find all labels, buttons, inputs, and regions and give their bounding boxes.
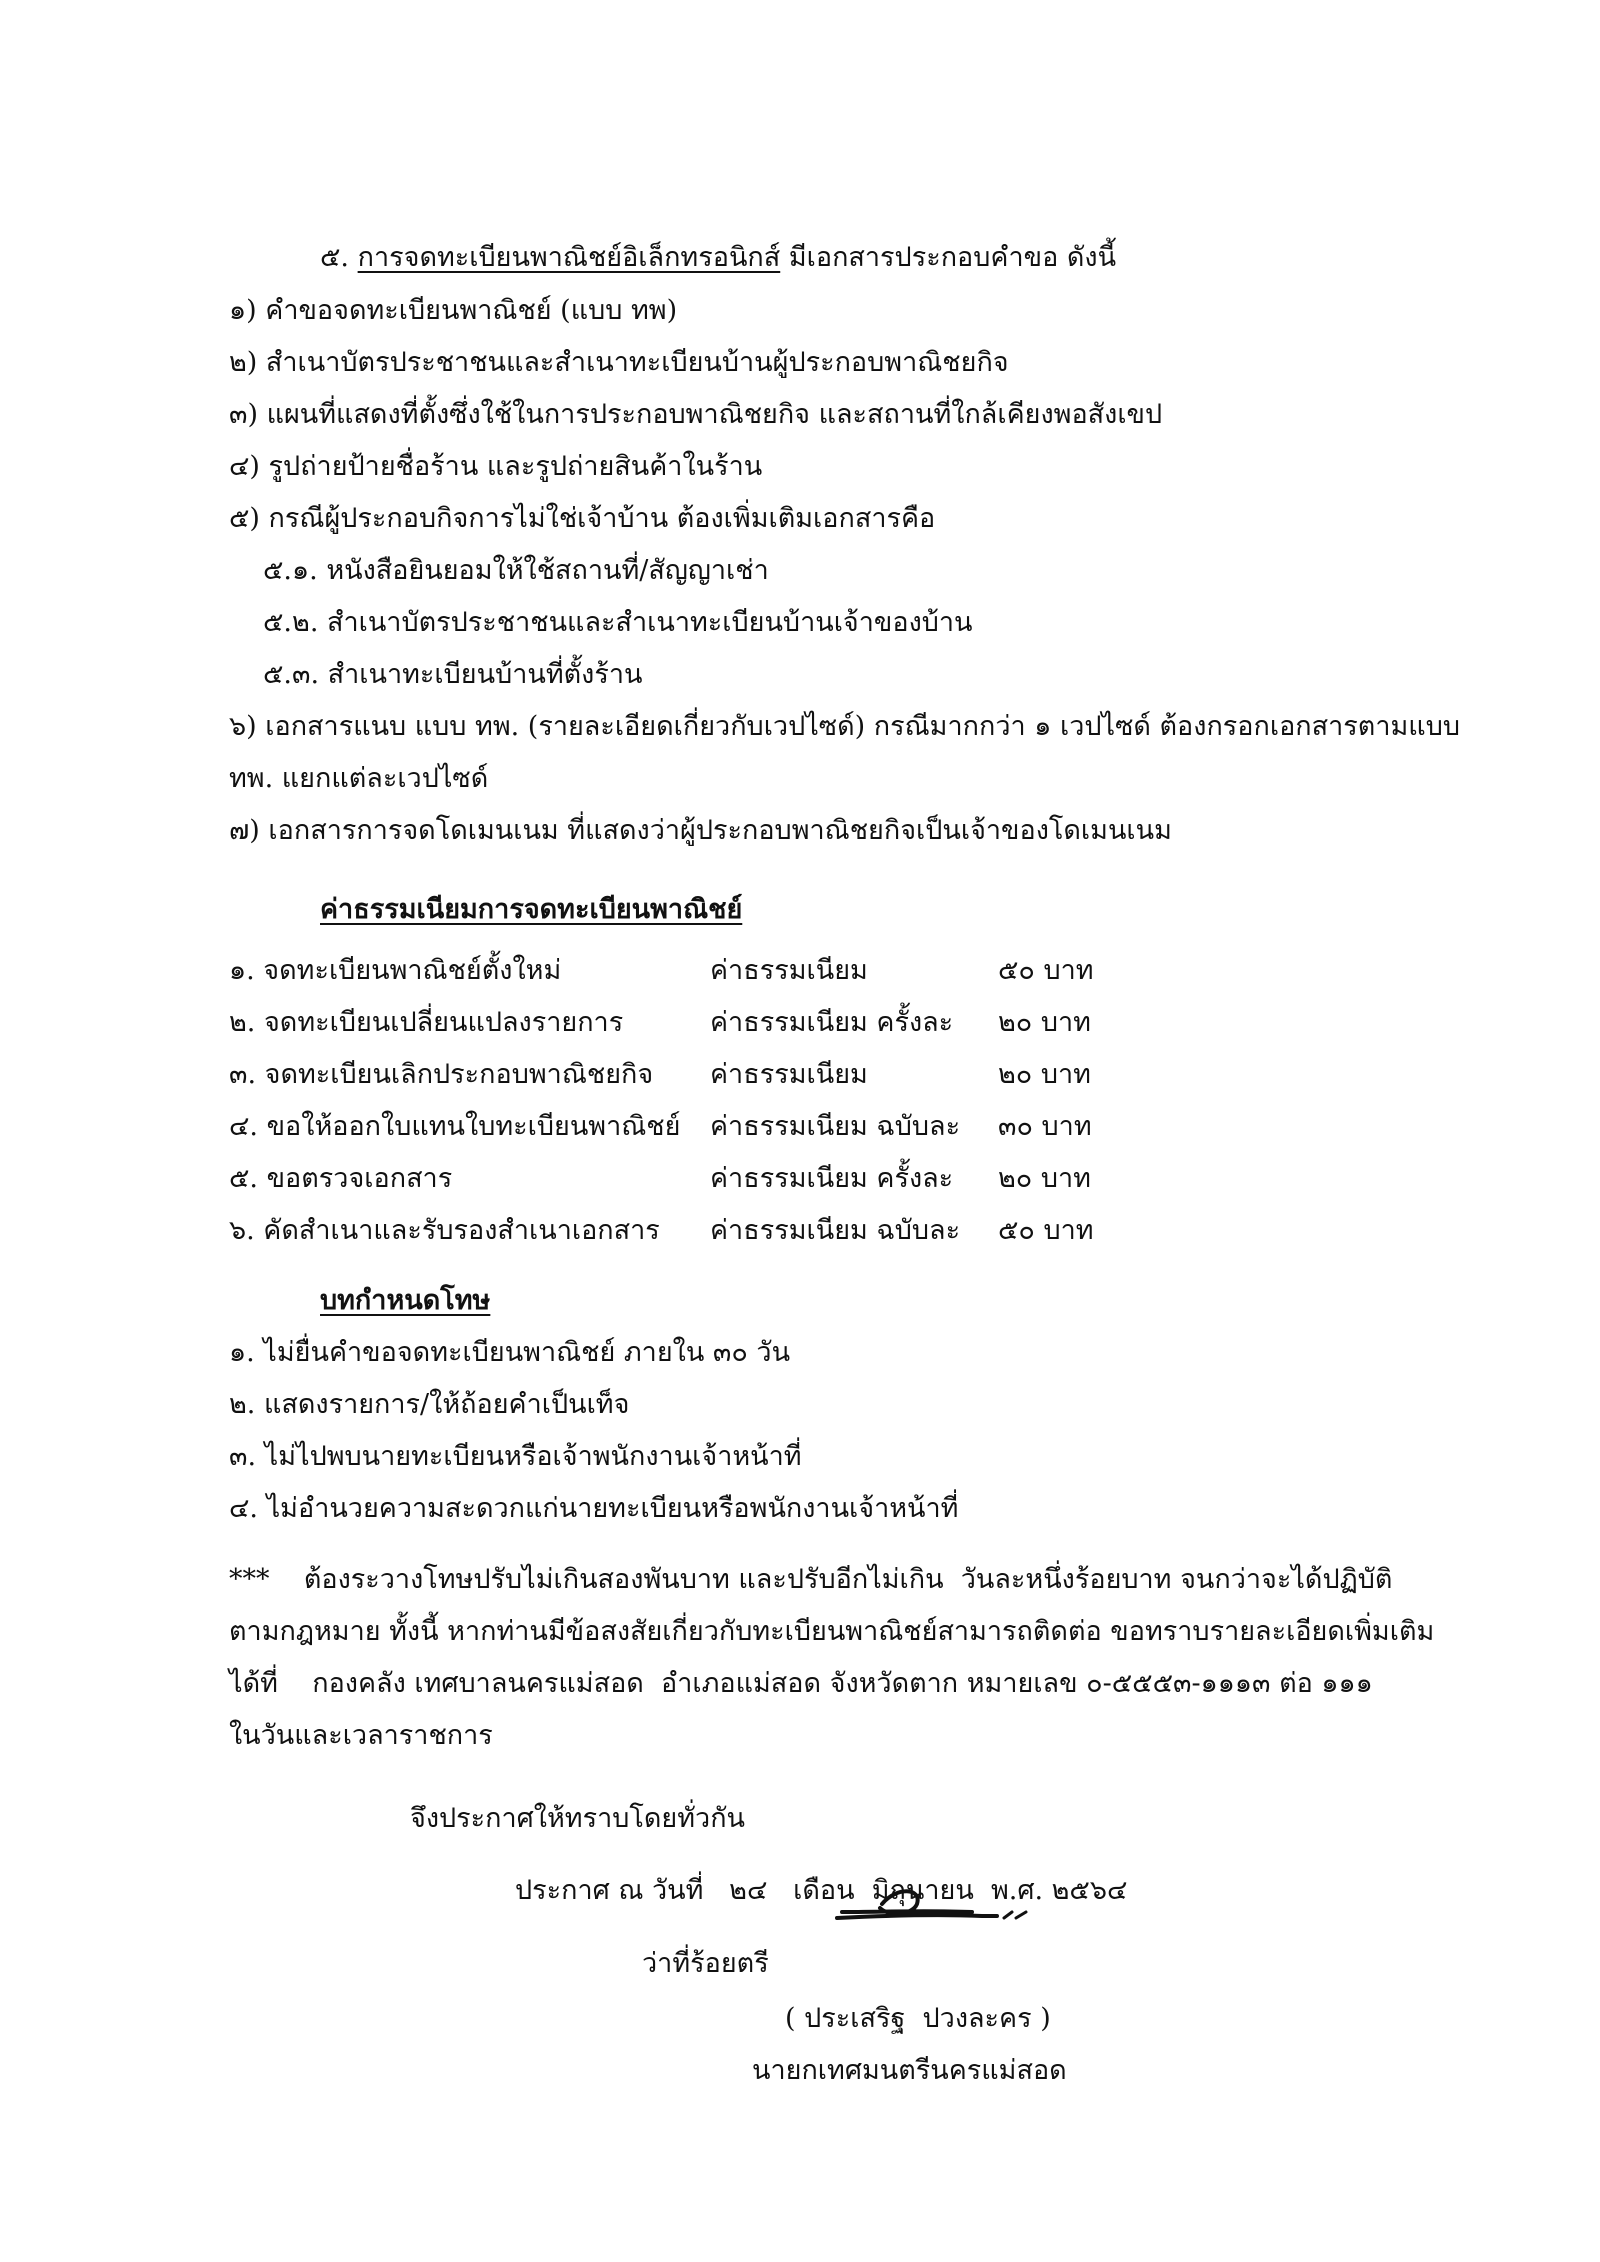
doc-item-5: ๕) กรณีผู้ประกอบกิจการไม่ใช่เจ้าบ้าน ต้องเพิ่มเติมเอกสารคือ bbox=[229, 503, 936, 534]
fee-row bbox=[229, 1000, 1429, 1040]
note-line-2: ตามกฎหมาย ทั้งนี้ หากท่านมีข้อสงสัยเกี่ยวกับทะเบียนพาณิชย์สามารถติดต่อ ขอทราบรายละเอียดเพิ่มเติม bbox=[229, 1616, 1435, 1647]
fee-item: ๑. จดทะเบียนพาณิชย์ตั้งใหม่ bbox=[229, 955, 562, 986]
note-line-4: ในวันและเวลาราชการ bbox=[229, 1720, 493, 1751]
fee-item: ๔. ขอให้ออกใบแทนใบทะเบียนพาณิชย์ bbox=[229, 1111, 681, 1142]
signature-image bbox=[822, 1882, 1062, 1942]
section-suffix: มีเอกสารประกอบคำขอ ดังนี้ bbox=[788, 242, 1117, 273]
fee-label: ค่าธรรมเนียม ฉบับละ bbox=[710, 1111, 961, 1142]
penalty-item: ๔. ไม่อำนวยความสะดวกแก่นายทะเบียนหรือพนักงานเจ้าหน้าที่ bbox=[229, 1493, 959, 1524]
fee-amount: ๒๐ บาท bbox=[998, 1007, 1091, 1038]
fee-row bbox=[229, 1104, 1429, 1144]
fee-amount: ๓๐ บาท bbox=[998, 1111, 1092, 1142]
fee-label: ค่าธรรมเนียม bbox=[710, 955, 868, 986]
note-line-1: *** ต้องระวางโทษปรับไม่เกินสองพันบาท และปรับอีกไม่เกิน วันละหนึ่งร้อยบาท จนกว่าจะได้ปฏิบัติ bbox=[229, 1564, 1393, 1595]
fee-amount: ๒๐ บาท bbox=[998, 1163, 1091, 1194]
doc-subitem-1: ๕.๑. หนังสือยินยอมให้ใช้สถานที่/สัญญาเช่า bbox=[263, 555, 769, 586]
penalty-item: ๒. แสดงรายการ/ให้ถ้อยคำเป็นเท็จ bbox=[229, 1389, 630, 1420]
section-title: การจดทะเบียนพาณิชย์อิเล็กทรอนิกส์ bbox=[357, 242, 781, 273]
fee-row bbox=[229, 1052, 1429, 1092]
fee-amount: ๒๐ บาท bbox=[998, 1059, 1091, 1090]
fee-amount: ๕๐ บาท bbox=[998, 955, 1094, 986]
penalty-item: ๑. ไม่ยื่นคำขอจดทะเบียนพาณิชย์ ภายใน ๓๐ วัน bbox=[229, 1337, 791, 1368]
doc-item-4: ๔) รูปถ่ายป้ายชื่อร้าน และรูปถ่ายสินค้าในร้าน bbox=[229, 451, 763, 482]
fee-row bbox=[229, 948, 1429, 988]
doc-item-7: ๗) เอกสารการจดโดเมนเนม ที่แสดงว่าผู้ประกอบพาณิชยกิจเป็นเจ้าของโดเมนเนม bbox=[229, 815, 1172, 846]
fee-label: ค่าธรรมเนียม ครั้งละ bbox=[710, 1163, 954, 1194]
announce-date: ประกาศ ณ วันที่ ๒๔ เดือน มิถุนายน พ.ศ. ๒๕๖๔ bbox=[515, 1875, 1128, 1906]
fee-label: ค่าธรรมเนียม bbox=[710, 1059, 868, 1090]
fee-item: ๕. ขอตรวจเอกสาร bbox=[229, 1163, 453, 1194]
signer-position: นายกเทศมนตรีนครแม่สอด bbox=[752, 2055, 1067, 2086]
fee-label: ค่าธรรมเนียม ครั้งละ bbox=[710, 1007, 954, 1038]
doc-item-6-line2: ทพ. แยกแต่ละเวปไซด์ bbox=[229, 763, 489, 794]
doc-item-6-line1: ๖) เอกสารแนบ แบบ ทพ. (รายละเอียดเกี่ยวกับเวปไซด์) กรณีมากกว่า ๑ เวปไซด์ ต้องกรอกเอกสารตามแบบ bbox=[229, 711, 1460, 742]
announce-text: จึงประกาศให้ทราบโดยทั่วกัน bbox=[410, 1803, 745, 1834]
doc-item-2: ๒) สำเนาบัตรประชาชนและสำเนาทะเบียนบ้านผู้ประกอบพาณิชยกิจ bbox=[229, 347, 1009, 378]
fee-label: ค่าธรรมเนียม ฉบับละ bbox=[710, 1215, 961, 1246]
signer-name: ( ประเสริฐ ปวงละคร ) bbox=[785, 2003, 1051, 2034]
penalty-item: ๓. ไม่ไปพบนายทะเบียนหรือเจ้าพนักงานเจ้าหน้าที่ bbox=[229, 1441, 802, 1472]
doc-subitem-2: ๕.๒. สำเนาบัตรประชาชนและสำเนาทะเบียนบ้านเจ้าของบ้าน bbox=[263, 607, 973, 638]
doc-subitem-3: ๕.๓. สำเนาทะเบียนบ้านที่ตั้งร้าน bbox=[263, 659, 643, 690]
fee-row bbox=[229, 1156, 1429, 1196]
signer-rank: ว่าที่ร้อยตรี bbox=[642, 1948, 769, 1979]
penalties-heading: บทกำหนดโทษ bbox=[320, 1285, 491, 1316]
doc-item-3: ๓) แผนที่แสดงที่ตั้งซึ่งใช้ในการประกอบพาณิชยกิจ และสถานที่ใกล้เคียงพอสังเขป bbox=[229, 399, 1163, 430]
fee-item: ๓. จดทะเบียนเลิกประกอบพาณิชยกิจ bbox=[229, 1059, 654, 1090]
fees-heading: ค่าธรรมเนียมการจดทะเบียนพาณิชย์ bbox=[320, 894, 743, 925]
fee-item: ๒. จดทะเบียนเปลี่ยนแปลงรายการ bbox=[229, 1007, 624, 1038]
fee-item: ๖. คัดสำเนาและรับรองสำเนาเอกสาร bbox=[229, 1215, 660, 1246]
section-number: ๕. bbox=[320, 242, 350, 273]
note-line-3: ได้ที่ กองคลัง เทศบาลนครแม่สอด อำเภอแม่สอด จังหวัดตาก หมายเลข ๐-๕๕๕๓-๑๑๑๓ ต่อ ๑๑๑ bbox=[229, 1668, 1373, 1699]
fee-row bbox=[229, 1208, 1429, 1248]
doc-item-1: ๑) คำขอจดทะเบียนพาณิชย์ (แบบ ทพ) bbox=[229, 295, 678, 326]
section-heading bbox=[320, 244, 1116, 271]
fee-amount: ๕๐ บาท bbox=[998, 1215, 1094, 1246]
